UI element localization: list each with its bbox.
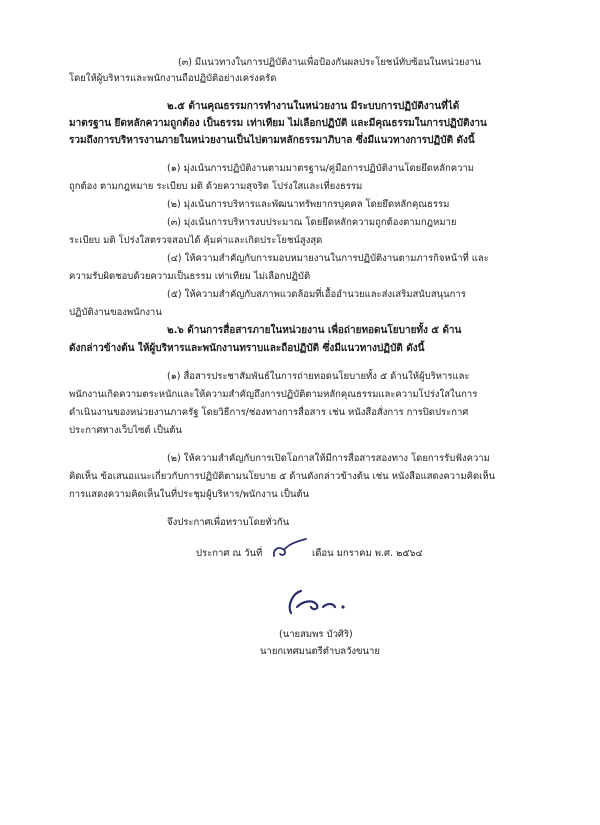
- text-line: ดำเนินงานของหน่วยงานภาครัฐ โดยวิธีการ/ช่องทางการสื่อสาร เช่น หนังสือสั่งการ การปิดประกาศ: [69, 407, 469, 418]
- text-line: ถูกต้อง ตามกฎหมาย ระเบียบ มติ ด้วยความสุจริต โปร่งใสและเที่ยงธรรม: [69, 181, 363, 192]
- list-item: (๑) สื่อสารประชาสัมพันธ์ในการถ่ายทอดนโยบายทั้ง ๕ ด้านให้ผู้บริหารและ: [167, 371, 470, 382]
- text-line: มาตรฐาน ยึดหลักความถูกต้อง เป็นธรรม เท่าเทียม ไม่เลือกปฏิบัติ และมีคุณธรรมในการปฏิบัติงาน: [69, 118, 487, 129]
- text-line: คิดเห็น ข้อเสนอแนะเกี่ยวกับการปฏิบัติตามนโยบาย ๕ ด้านดังกล่าวข้างต้น เช่น หนังสือแสดงความคิดเห็น: [69, 471, 496, 482]
- closing-line: จึงประกาศเพื่อทราบโดยทั่วกัน: [167, 517, 290, 528]
- signature: [283, 583, 353, 623]
- list-item: (๓) มุ่งเน้นการบริหารงบประมาณ โดยยึดหลักความถูกต้องตามกฎหมาย: [167, 217, 457, 228]
- list-item: (๔) ให้ความสำคัญกับการมอบหมายงานในการปฏิบัติงานตามภารกิจหน้าที่ และ: [167, 253, 489, 264]
- text-line: (๓) มีแนวทางในการปฏิบัติงานเพื่อป้องกันผลประโยชน์ทับซ้อนในหน่วยงาน: [178, 57, 482, 68]
- text-line: ดังกล่าวข้างต้น ให้ผู้บริหารและพนักงานทราบและถือปฏิบัติ ซึ่งมีแนวทางปฏิบัติ ดังนี้: [69, 343, 425, 354]
- section-heading: ๒.๖ ด้านการสื่อสารภายในหน่วยงาน เพื่อถ่ายทอดนโยบายทั้ง ๕ ด้าน: [167, 325, 462, 336]
- section-heading: ๒.๕ ด้านคุณธรรมการทำงานในหน่วยงาน มีระบบการปฏิบัติงานที่ได้: [167, 101, 460, 112]
- signer-title: นายกเทศมนตรีตำบลวังขนาย: [260, 646, 380, 657]
- text-line: ระเบียบ มติ โปร่งใสตรวจสอบได้ คุ้มค่าและเกิดประโยชน์สูงสุด: [69, 235, 323, 246]
- date-month-year: เดือน มกราคม พ.ศ. ๒๕๖๔: [312, 548, 423, 559]
- text-line: ความรับผิดชอบด้วยความเป็นธรรม เท่าเทียม ไม่เลือกปฏิบัติ: [69, 271, 311, 282]
- list-item: (๑) มุ่งเน้นการปฏิบัติงานตามมาตรฐาน/คู่มือการปฏิบัติงานโดยยึดหลักความ: [167, 163, 475, 174]
- list-item: (๕) ให้ความสำคัญกับสภาพแวดล้อมที่เอื้ออำนวยและส่งเสริมสนับสนุนการ: [167, 289, 466, 300]
- text-line: โดยให้ผู้บริหารและพนักงานถือปฏิบัติอย่างเคร่งครัด: [69, 73, 277, 84]
- text-line: พนักงานเกิดความตระหนักและให้ความสำคัญถึงการปฏิบัติตามหลักคุณธรรมและความโปร่งใสในการ: [69, 389, 478, 400]
- text-line: รวมถึงการบริหารงานภายในหน่วยงานเป็นไปตามหลักธรรมาภิบาล ซึ่งมีแนวทางการปฏิบัติ ดังนี้: [69, 135, 475, 146]
- handwritten-day: [268, 536, 312, 562]
- list-item: (๒) มุ่งเน้นการบริหารและพัฒนาทรัพยากรบุคคล โดยยึดหลักคุณธรรม: [167, 199, 450, 210]
- list-item: (๒) ให้ความสำคัญกับการเปิดโอกาสให้มีการสื่อสารสองทาง โดยการรับฟังความ: [167, 453, 490, 464]
- date-label: ประกาศ ณ วันที่: [196, 548, 263, 559]
- signer-name: (นายสมพร บัวศิริ): [279, 629, 353, 640]
- text-line: การแสดงความคิดเห็นในที่ประชุมผู้บริหาร/พนักงาน เป็นต้น: [69, 489, 310, 500]
- text-line: ประกาศทางเว็บไซต์ เป็นต้น: [69, 425, 183, 436]
- text-line: ปฏิบัติงานของพนักงาน: [69, 307, 162, 318]
